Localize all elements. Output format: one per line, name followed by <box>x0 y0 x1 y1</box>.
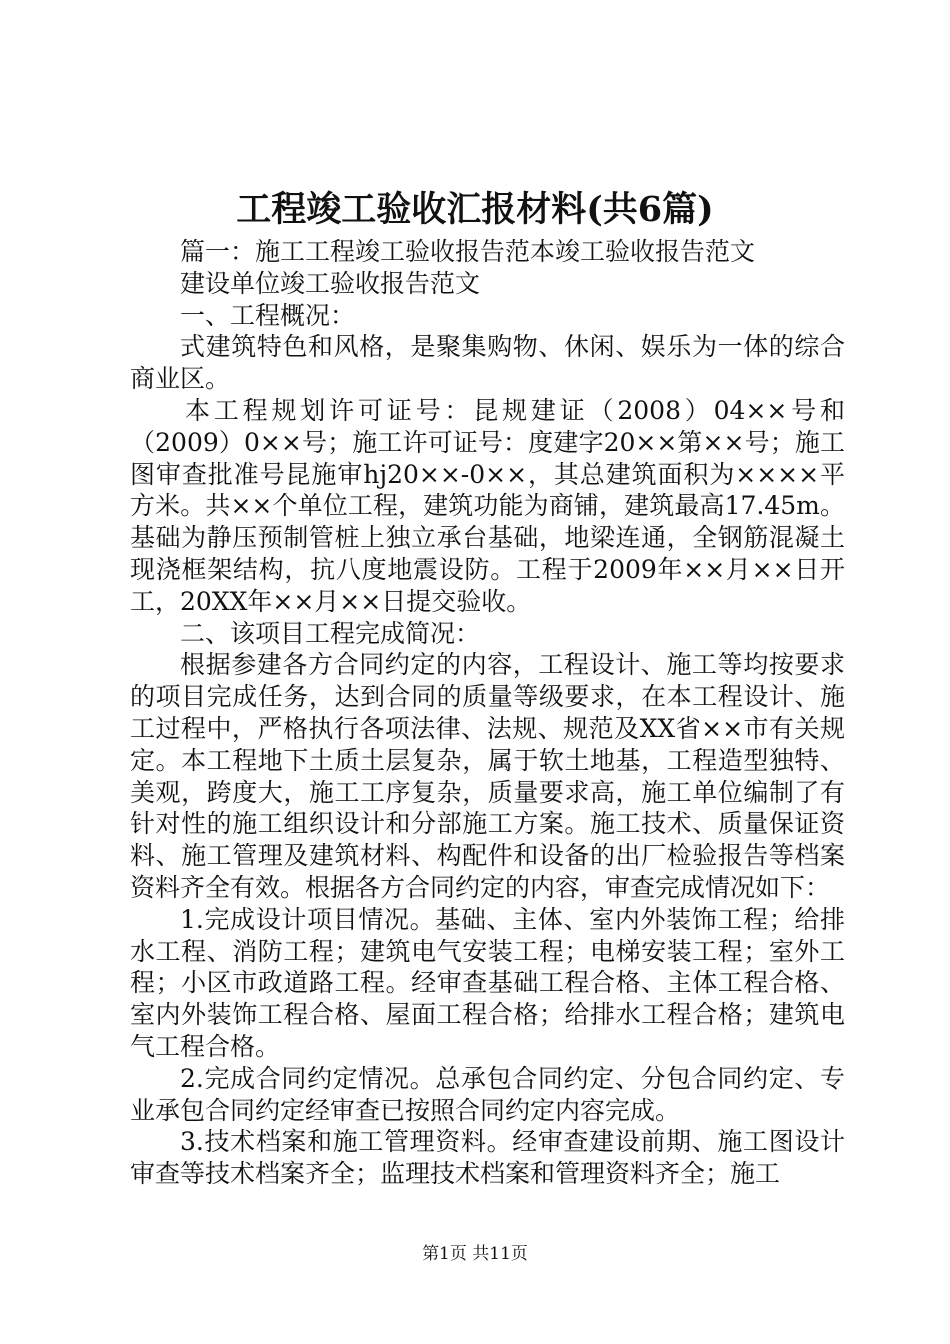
paragraph-subtitle: 建设单位竣工验收报告范文 <box>180 268 481 298</box>
list-item-technical-archive: 3.技术档案和施工管理资料。经审查建设前期、施工图设计审查等技术档案齐全；监理技术档案和管理资料齐全；施工 <box>130 1127 845 1189</box>
paragraph-completion-summary: 根据参建各方合同约定的内容，工程设计、施工等均按要求的项目完成任务，达到合同的质量等级要求，在本工程设计、施工过程中，严格执行各项法律、法规、规范及XX省××市有关规定。本工程地下土质土层复杂，属于软土地基，工程造型独特、美观，跨度大，施工工序复杂，质量要求高，施工单位编制了有针对性的施工组织设计和分部施工方案。施工技术、质量保证资料、施工管理及建筑材料、构配件和设备的出厂检验报告等档案资料齐全有效。根据各方合同约定的内容，审查完成情况如下： <box>130 650 845 902</box>
page-footer: 第1页 共11页 <box>422 1244 528 1264</box>
list-item-design-items: 1.完成设计项目情况。基础、主体、室内外装饰工程；给排水工程、消防工程；建筑电气安装工程；电梯安装工程；室外工程；小区市政道路工程。经审查基础工程合格、主体工程合格、室内外装饰工程合格、屋面工程合格；给排水工程合格；建筑电气工程合格。 <box>130 904 845 1061</box>
document-title: 工程竣工验收汇报材料(共6篇) <box>236 189 714 230</box>
paragraph-chapter-heading: 篇一：施工工程竣工验收报告范本竣工验收报告范文 <box>180 237 756 266</box>
document-body <box>130 236 845 1190</box>
section-heading-completion: 二、该项目工程完成简况： <box>180 618 481 648</box>
paragraph-permit-info: 本工程规划许可证号：昆规建证（2008）04××号和（2009）0××号；施工许可证号：度建字20××第××号；施工图审查批准号昆施审hj20××-0××，其总建筑面积为××××平方米。共××个单位工程，建筑功能为商铺，建筑最高17.45m。基础为静压预制管桩上独立承台基础，地梁连通，全钢筋混凝土现浇框架结构，抗八度地震设防。工程于2009年××月××日开工，20XX年××月××日提交验收。 <box>130 395 845 616</box>
paragraph-overview-intro: 式建筑特色和风格，是聚集购物、休闲、娱乐为一体的综合商业区。 <box>130 332 845 394</box>
list-item-contract: 2.完成合同约定情况。总承包合同约定、分包合同约定、专业承包合同约定经审查已按照合同约定内容完成。 <box>130 1063 845 1125</box>
section-heading-overview: 一、工程概况： <box>180 300 356 330</box>
